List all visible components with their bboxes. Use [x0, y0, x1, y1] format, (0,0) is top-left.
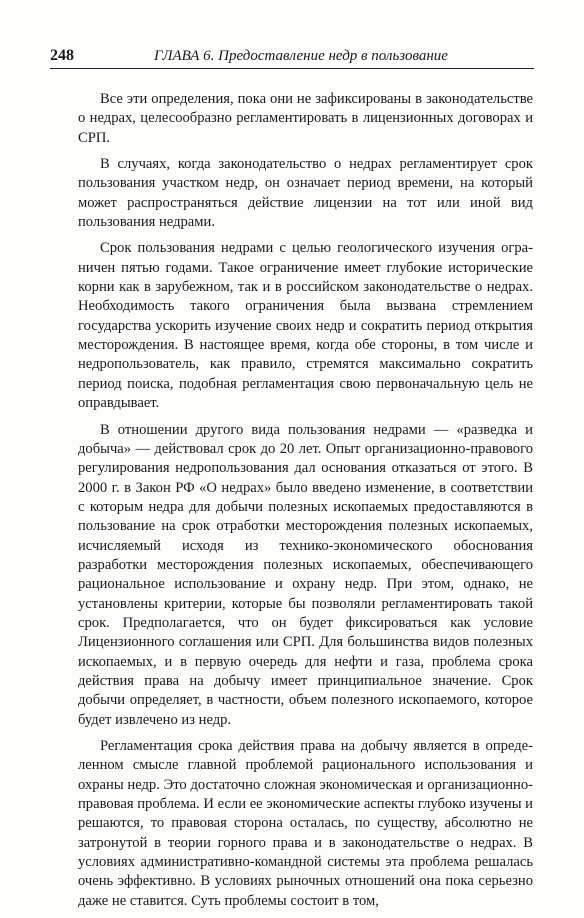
paragraph: В случаях, когда законодательство о недрах регламентирует срок пользования участком недр, он означает период времени, на который может распространяться действие лицензии на тот или иной вид пользования недрами.: [78, 156, 533, 231]
paragraph: Все эти определения, пока они не зафиксированы в законодательстве о недрах, целесообразно регламентировать в лицензионных договорах и СРП.: [78, 91, 533, 146]
paragraph: В отношении другого вида пользования недрами — «разведка и добыча» — действовал срок до 20 лет. Опыт организационно-правового регулирования недропользования дал основания отказаться от этого. В 2000 г. в Закон РФ «О недрах» было введено изменение, в соответствии с которым недра для добычи полезных ископаемых предоставляются в пользование на срок отработки месторождения полезных ископаемых, исчисляемый исходя из технико-экономического обоснования разработки месторождения полезных ископаемых, обеспечивающего рациональное использование и охрану недр. При этом, однако, не установлены критерии, которые бы позволяли регламентировать такой срок. Предполагается, что он будет фиксироваться как условие Лицензионного соглашения или СРП. Для большинства видов полезных ископаемых, и в первую очередь для нефти и газа, проблема срока действия права на добычу имеет принципиальное значение. Срок добычи определяет, в частности, объем полезного ископаемого, которое будет извлечено из недр.: [78, 421, 533, 728]
paragraph: Срок пользования недрами с целью геологического изучения ограничен пятью годами. Такое ограничение имеет глубокие исторические корни как в зарубежном, так и в российском законодательстве о недрах. Необходимость такого ограничения была вызвана стремлением государства ускорить изучение своих недр и сократить период открытия месторождения. В настоящее время, когда обе стороны, в том числе и недропользователь, как правило, стремятся максимально сократить период поиска, подобная регламентация свою первоначальную цель не оправдывает.: [78, 240, 533, 412]
page-header: [50, 46, 534, 69]
page-number: 248: [50, 47, 74, 64]
paragraph: Регламентация срока действия права на добычу является в определенном смысле главной проблемой рационального использования и охраны недр. Это достаточно сложная экономическая и организационно-правовая проблема. И если ее экономические аспекты глубоко изучены и решаются, то правовая сторона осталась, по существу, абсолютно не затронутой в теории горного права и в законодательстве о недрах. В условиях административно-командной системы эта проблема решалась очень эффективно. В условиях рыночных отношений она пока серьезно даже не ставится. Суть проблемы состоит в том,: [78, 738, 533, 909]
body-text: [78, 90, 533, 918]
running-head: ГЛАВА 6. Предоставление недр в пользование: [154, 48, 448, 64]
